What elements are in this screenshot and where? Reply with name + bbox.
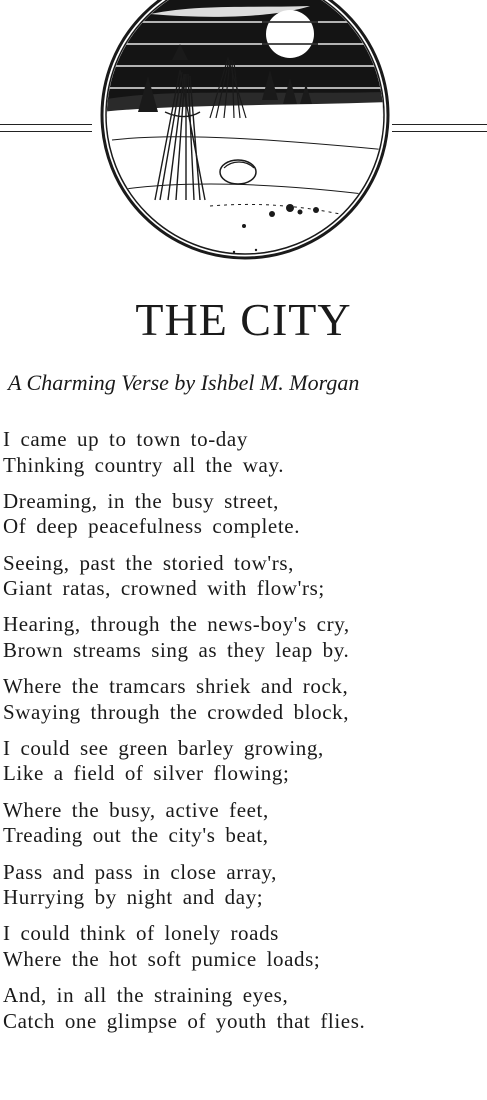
poem-line: Where the hot soft pumice loads; <box>3 946 321 971</box>
stanza <box>3 427 487 478</box>
stanza <box>3 551 487 602</box>
stanza <box>3 674 487 725</box>
poem-line: Seeing, past the storied tow'rs, <box>3 550 294 575</box>
poem-line: Hurrying by night and day; <box>3 885 264 910</box>
poem-line: Swaying through the crowded block, <box>3 699 350 724</box>
poem-line: Treading out the city's beat, <box>3 823 269 848</box>
poem-subtitle: A Charming Verse by Ishbel M. Morgan <box>8 370 360 395</box>
moon-icon <box>266 10 314 58</box>
poem-line: Dreaming, in the busy street, <box>3 488 280 513</box>
poem-line: Of deep peacefulness complete. <box>3 514 301 539</box>
poem-line: Like a field of silver flowing; <box>3 761 290 786</box>
poem-body <box>3 427 487 1045</box>
poem-line: I could think of lonely roads <box>3 921 279 946</box>
stanza <box>3 798 487 849</box>
stanza <box>3 921 487 972</box>
header-illustration <box>0 0 487 265</box>
stanza <box>3 736 487 787</box>
poem-line: Giant ratas, crowned with flow'rs; <box>3 576 325 601</box>
poem-line: Hearing, through the news-boy's cry, <box>3 612 350 637</box>
poem-title: THE CITY <box>135 294 352 345</box>
poem-line: I came up to town to-day <box>3 427 248 451</box>
poem-line: Pass and pass in close array, <box>3 859 277 884</box>
stanza <box>3 860 487 911</box>
stanza <box>3 983 487 1034</box>
poem-line: Thinking country all the way. <box>3 452 285 477</box>
divider-right <box>392 124 487 132</box>
poem-line: Brown streams sing as they leap by. <box>3 637 350 662</box>
poem-line: Catch one glimpse of youth that flies. <box>3 1008 366 1033</box>
poem-line: Where the tramcars shriek and rock, <box>3 674 349 699</box>
stanza <box>3 489 487 540</box>
poem-line: Where the busy, active feet, <box>3 797 269 822</box>
poem-line: I could see green barley growing, <box>3 735 324 760</box>
basket-icon <box>220 160 256 184</box>
divider-left <box>0 124 92 132</box>
poem-line: And, in all the straining eyes, <box>3 983 289 1008</box>
stanza <box>3 612 487 663</box>
